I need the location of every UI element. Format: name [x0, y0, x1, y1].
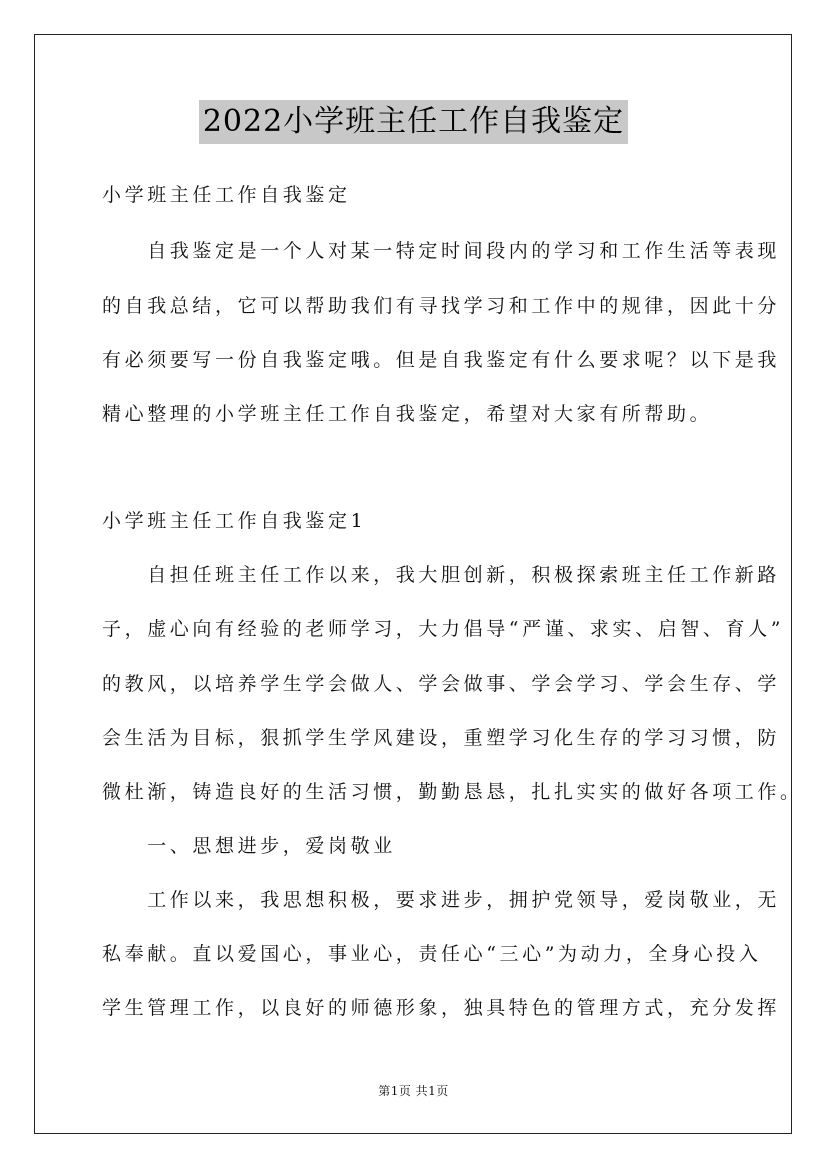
paragraph-line: 子，虚心向有经验的老师学习，大力倡导“严谨、求实、启智、育人” [102, 618, 785, 640]
paragraph-line: 工作以来，我思想积极，要求进步，拥护党领导，爱岗敬业，无 [102, 889, 781, 911]
paragraph-line: 学生管理工作，以良好的师德形象，独具特色的管理方式，充分发挥 [102, 997, 781, 1019]
paragraph-line: 会生活为目标，狠抓学生学风建设，重塑学习化生存的学习习惯，防 [102, 727, 781, 749]
section-heading: 小学班主任工作自我鉴定1 [102, 510, 367, 532]
paragraph-line: 有必须要写一份自我鉴定哦。但是自我鉴定有什么要求呢？以下是我 [102, 349, 781, 371]
paragraph-line: 的自我总结，它可以帮助我们有寻找学习和工作中的规律，因此十分 [102, 295, 781, 317]
paragraph-line: 微杜渐，铸造良好的生活习惯，勤勤恳恳，扎扎实实的做好各项工作。 [102, 781, 803, 803]
section-heading: 小学班主任工作自我鉴定 [102, 184, 351, 206]
paragraph-line: 私奉献。直以爱国心，事业心，责任心“三心”为动力，全身心投入 [102, 943, 762, 965]
document-title: 2022小学班主任工作自我鉴定 [199, 100, 628, 144]
subsection-heading: 一、思想进步，爱岗敬业 [102, 835, 396, 857]
paragraph-line: 精心整理的小学班主任工作自我鉴定，希望对大家有所帮助。 [102, 403, 713, 425]
paragraph-line: 自担任班主任工作以来，我大胆创新，积极探索班主任工作新路 [102, 564, 781, 586]
paragraph-line: 自我鉴定是一个人对某一特定时间段内的学习和工作生活等表现 [102, 240, 781, 262]
title-container [0, 100, 827, 144]
page-number-footer: 第1页 共1页 [378, 1084, 449, 1098]
paragraph-line: 的教风，以培养学生学会做人、学会做事、学会学习、学会生存、学 [102, 673, 781, 695]
